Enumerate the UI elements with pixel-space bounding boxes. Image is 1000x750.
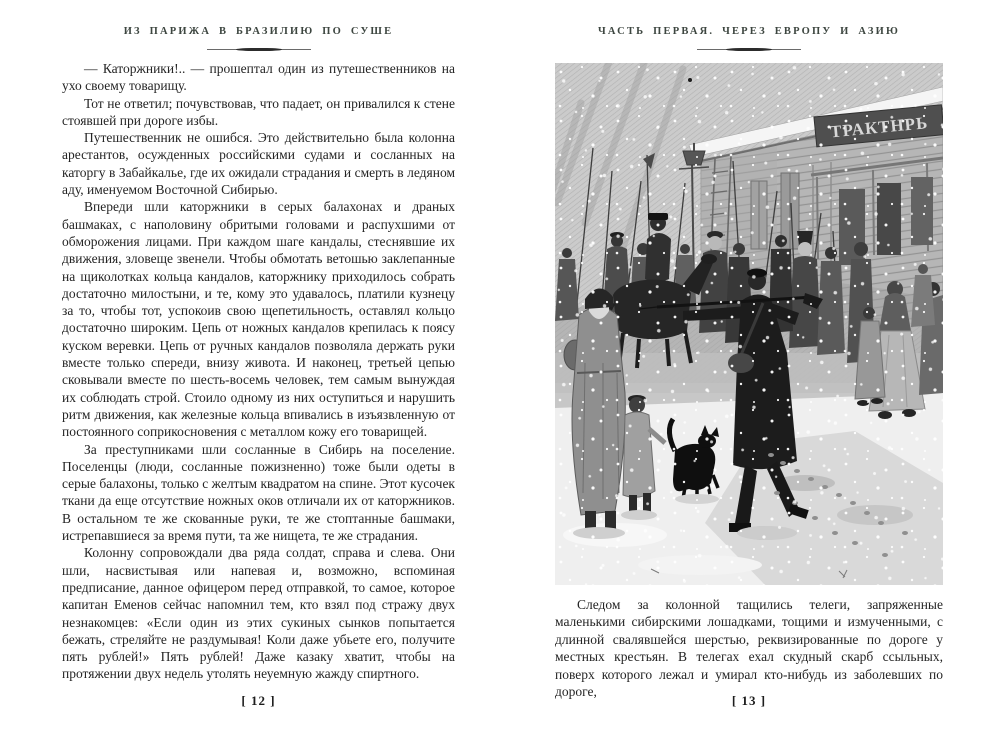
left-page-text bbox=[62, 60, 455, 683]
paragraph: За преступниками шли сосланные в Сибирь на поселение. Поселенцы (люди, сосланные пожизненно) тоже были одеты в серые балахоны, только с желтым квадратом на спине. Этот кусочек ткани да еще отсутствие ножных оков отличали их от каторжников. В остальном те же скованные руки, те же стоптанные башмаки, истрепавшиеся за время пути, та же нищета, те же страдания. bbox=[62, 441, 455, 544]
engraving-illustration bbox=[555, 63, 943, 585]
page-number-right: [ 13 ] bbox=[731, 693, 767, 708]
paragraph: Тот не ответил; почувствовав, что падает, он привалился к стене стоявшей при дороге избы. bbox=[62, 95, 455, 128]
running-head-right: ЧАСТЬ ПЕРВАЯ. ЧЕРЕЗ ЕВРОПУ И АЗИЮ bbox=[598, 26, 900, 37]
paragraph: Путешественник не ошибся. Это действительно была колонна арестантов, осужденных российскими судами и сосланных на каторгу в Забайкалье, где их ожидали страдания и смерть в ледяном аду, именуемом Восточной Сибирью. bbox=[62, 130, 455, 198]
running-head-left: ИЗ ПАРИЖА В БРАЗИЛИЮ ПО СУШЕ bbox=[123, 26, 394, 37]
paragraph: — Каторжники!.. — прошептал один из путешественников на ухо своему товарищу. bbox=[62, 61, 455, 94]
paragraph: Следом за колонной тащились телеги, запряженные маленькими сибирскими лошадками, тощими и измученными, с длинной свалявшейся шерстью, реквизированные по дороге у местных крестьян. В телегах ехал скудный скарб ссыльных, поверх которого лежал и умирал кто-нибудь из заболевших по дороге, bbox=[555, 597, 943, 700]
paragraph: Колонну сопровождали два ряда солдат, справа и слева. Они шли, насвистывая или напевая и, возможно, вспоминая предписание, данное офицером перед отправкой, то самое, которое капитан Еменов сейчас напомнил тем, кто взял под стражу двух незнакомцев: «Если один из этих сукиных сынков попытается бежать, стреляйте не раздумывая! Коли даже убьете его, получите пять рублей!» Пять рублей! Даже казаку хватит, чтобы на протяжении двух недель утолять неуемную жажду спиртного. bbox=[62, 545, 455, 682]
engraving-svg bbox=[555, 63, 943, 585]
header-rule-right bbox=[697, 48, 801, 52]
page-right bbox=[555, 0, 943, 750]
header-rule-left bbox=[207, 48, 311, 52]
right-page-text bbox=[555, 596, 943, 700]
paragraph: Впереди шли каторжники в серых балахонах и драных башмаках, с наполовину обритыми головами и распухшими от обморожения лицами. При каждом шаге кандалы, стеснявшие их движения, зловеще звенели. Чтобы обмотать ветошью заклепанные на щиколотках кольца кандалов, каторжнику приходилось собрать достаточно милостыни, и те, кому это удавалось, платили кузнецу за то, чтобы тот, успокоив свою щепетильность, оставлял кольцо достаточно широким. Цепь от ножных кандалов крепилась к поясу куском веревки. Цепь от ручных кандалов позволяла держать руки вместе только спереди, внизу живота. И наконец, третьей цепью сковывали вместе по шесть-восемь человек, тем самым вынуждая их соблюдать строй. Стоило одному из них оступиться и нарушить ритм движения, как железные кольца впивались в изъязвленную от постоянного соприкосновения с металлом кожу его товарищей. bbox=[62, 199, 455, 440]
page-left bbox=[62, 0, 455, 750]
page-number-left: [ 12 ] bbox=[241, 693, 276, 708]
